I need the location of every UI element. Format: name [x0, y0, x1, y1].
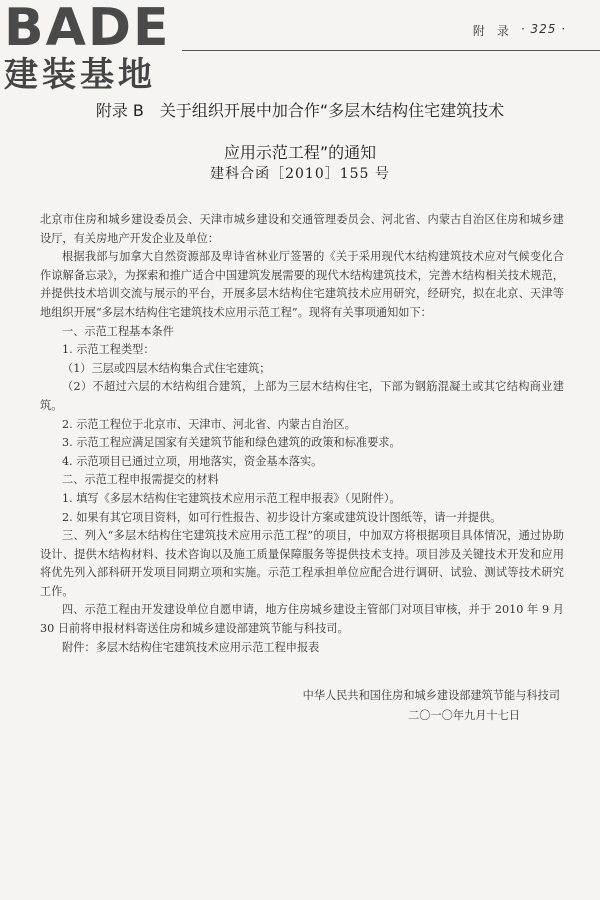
logo-wordmark: BADE	[4, 0, 171, 58]
item-1-1b: （2）不超过六层的木结构组合建筑，上部为三层木结构住宅，下部为钢筋混凝土或其它结构商业建筑。	[40, 380, 564, 412]
signing-organization: 中华人民共和国住房和城乡建设部建筑节能与科技司	[302, 689, 560, 702]
intro-paragraph: 根据我部与加拿大自然资源部及卑诗省林业厅签署的《关于采用现代木结构建筑技术应对气候变化合作谅解备忘录》，为探索和推广适合中国建筑发展需要的现代木结构建筑技术，完善木结构相关技术规范，并提供技术培训交流与展示的平台，开展多层木结构住宅建筑技术应用研究，经研究，拟在北京、天津等地组织开展“多层木结构住宅建筑技术应用示范工程”。现将有关事项通知如下：	[40, 250, 564, 319]
page-number: · 325 ·	[520, 22, 566, 36]
logo-chinese: 建装基地	[4, 55, 156, 95]
header-rule	[182, 50, 600, 51]
item-1-4: 4. 示范项目已通过立项，用地落实，资金基本落实。	[62, 454, 323, 468]
signing-date: 二〇一〇年九月十七日	[408, 709, 520, 722]
item-2-1: 1. 填写《多层木结构住宅建筑技术应用示范工程申报表》（见附件）。	[62, 491, 401, 505]
running-head	[473, 22, 566, 39]
document-number: 建科合函［2010］155 号	[210, 166, 390, 182]
section-3-paragraph: 三、列入“多层木结构住宅建筑技术应用示范工程”的项目，中加双方将根据项目具体情况，通过协助设计、提供木结构材料、技术咨询以及施工质量保障服务等提供技术支持。项目涉及关键技术开发和应用将优先列入部科研开发项目同期立项和实施。示范工程承担单位应配合进行调研、试验、测试等技术研究工作。	[40, 529, 564, 598]
running-head-section: 附 录	[472, 24, 509, 38]
notice-body	[40, 211, 564, 657]
bade-logo	[4, 2, 184, 94]
item-1-3: 3. 示范工程应满足国家有关建筑节能和绿色建筑的政策和标准要求。	[62, 436, 401, 450]
attachment-line: 附件：多层木结构住宅建筑技术应用示范工程申报表	[62, 640, 320, 654]
section-4-paragraph: 四、示范工程由开发建设单位自愿申请，地方住房城乡建设主管部门对项目审核，并于 2010 年 9 月 30 日前将申报材料寄送住房和城乡建设部建筑节能与科技司。	[40, 603, 564, 636]
title-line-1: 附录 B 关于组织开展中加合作“多层木结构住宅建筑技术	[95, 101, 505, 120]
title-line-2: 应用示范工程”的通知	[223, 143, 377, 162]
item-1-1: 1. 示范工程类型：	[62, 343, 155, 357]
section-1-heading: 一、示范工程基本条件	[62, 324, 174, 338]
item-2-2: 2. 如果有其它项目资料，如可行性报告、初步设计方案或建筑设计图纸等，请一并提供。	[62, 510, 502, 524]
signature-block	[260, 686, 560, 726]
item-1-1a: （1）三层或四层木结构集合式住宅建筑；	[62, 361, 271, 375]
addressee: 北京市住房和城乡建设委员会、天津市城乡建设和交通管理委员会、河北省、内蒙古自治区住房和城乡建设厅，有关房地产开发企业及单位：	[40, 213, 564, 245]
section-2-heading: 二、示范工程申报需提交的材料	[62, 473, 219, 487]
item-1-2: 2. 示范工程位于北京市、天津市、河北省、内蒙古自治区。	[62, 417, 356, 431]
